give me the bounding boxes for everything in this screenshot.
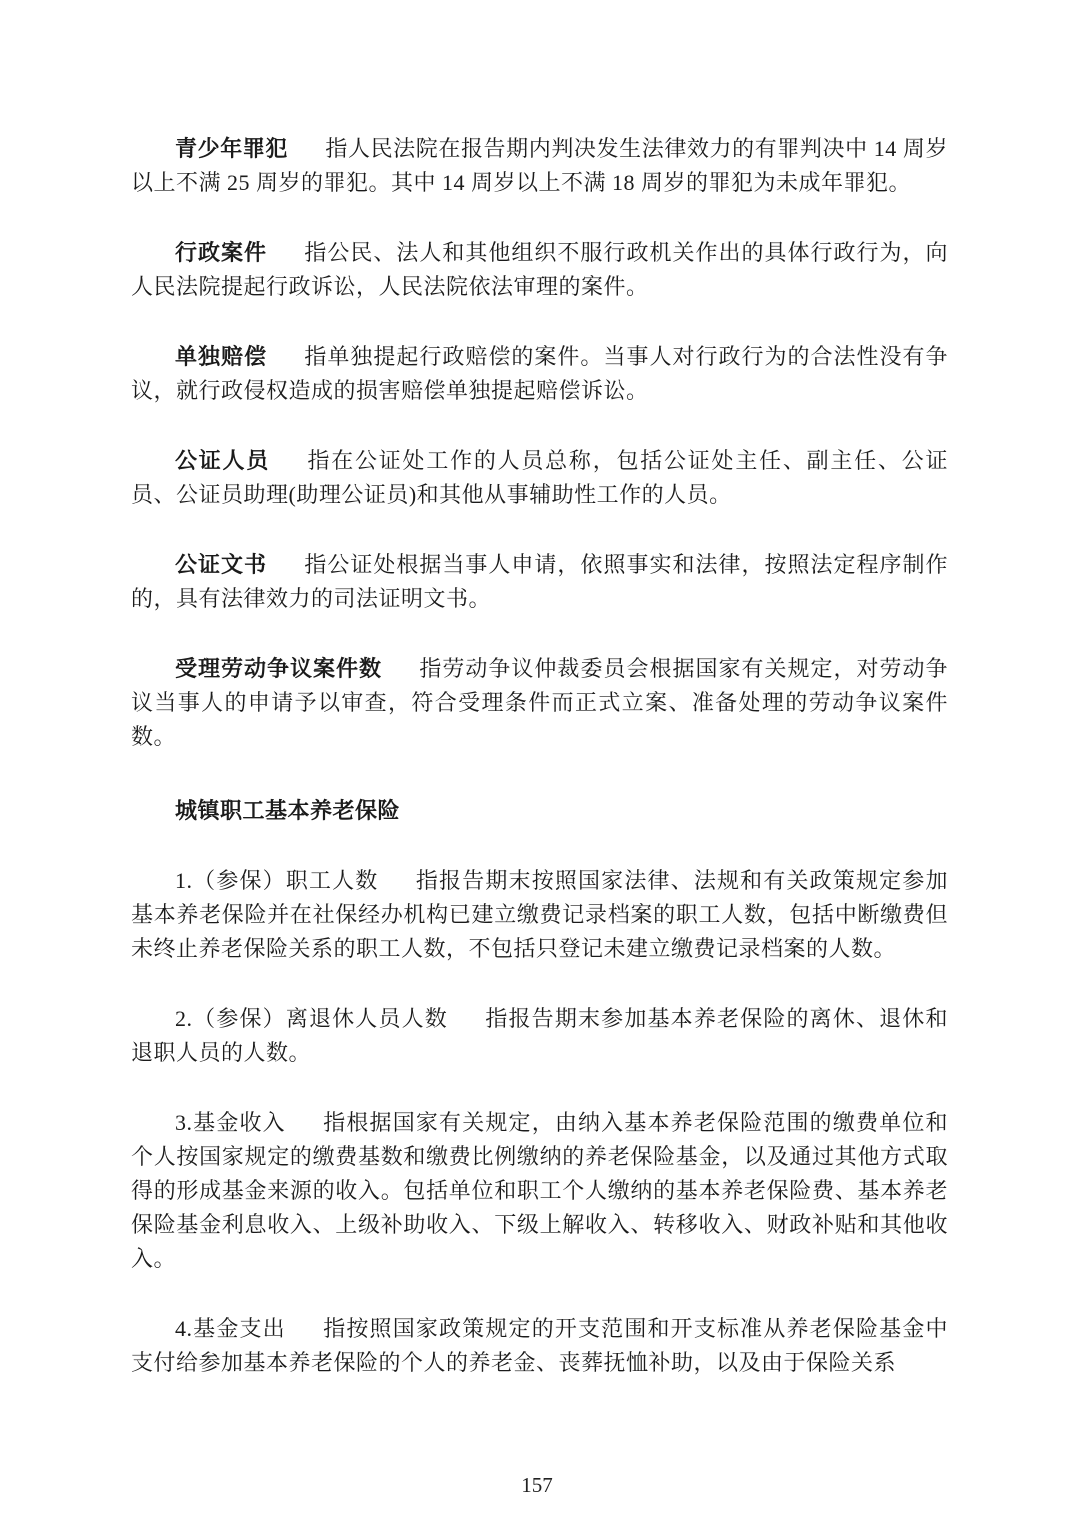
pension-item-fund-expenditure <box>131 1312 948 1380</box>
pension-item-insured-employees <box>131 864 948 966</box>
entry-definition: 指人民法院在报告期内判决发生法律效力的有罪判决中 14 周岁以上不满 25 周岁的罪犯。其中 14 周岁以上不满 18 周岁的罪犯为未成年罪犯。 <box>131 136 948 195</box>
pension-item-insured-retirees <box>131 1002 948 1070</box>
entry-definition: 指在公证处工作的人员总称，包括公证处主任、副主任、公证员、公证员助理(助理公证员)和其他从事辅助性工作的人员。 <box>131 448 948 507</box>
entry-definition: 指报告期末参加基本养老保险的离休、退休和退职人员的人数。 <box>131 1006 948 1065</box>
page-footer <box>0 1470 1074 1500</box>
glossary-entry-notarial-documents <box>131 548 948 616</box>
glossary-entry-notary-personnel <box>131 444 948 512</box>
entry-term: 青少年罪犯 <box>175 136 288 161</box>
entry-term: 公证人员 <box>175 448 271 473</box>
pension-item-fund-revenue <box>131 1106 948 1276</box>
entry-term: 1.（参保）职工人数 <box>175 868 379 893</box>
entry-term: 行政案件 <box>175 240 268 265</box>
entry-definition: 指公证处根据当事人申请，依照事实和法律，按照法定程序制作的，具有法律效力的司法证明文书。 <box>131 552 948 611</box>
entry-definition: 指公民、法人和其他组织不服行政机关作出的具体行政行为，向人民法院提起行政诉讼，人民法院依法审理的案件。 <box>131 240 948 299</box>
entry-term: 公证文书 <box>175 552 268 577</box>
entry-definition: 指单独提起行政赔偿的案件。当事人对行政行为的合法性没有争议，就行政侵权造成的损害赔偿单独提起赔偿诉讼。 <box>131 344 948 403</box>
glossary-content <box>131 132 948 1380</box>
entry-definition: 指根据国家有关规定，由纳入基本养老保险范围的缴费单位和个人按国家规定的缴费基数和缴费比例缴纳的养老保险基金，以及通过其他方式取得的形成基金来源的收入。包括单位和职工个人缴纳的基本养老保险费、基本养老保险基金利息收入、上级补助收入、下级上解收入、转移收入、财政补贴和其他收入。 <box>131 1110 948 1271</box>
entry-term: 3.基金收入 <box>175 1110 286 1135</box>
section-subheading-pension-insurance: 城镇职工基本养老保险 <box>175 798 401 823</box>
glossary-entry-separate-compensation <box>131 340 948 408</box>
entry-definition: 指按照国家政策规定的开支范围和开支标准从养老保险基金中支付给参加基本养老保险的个人的养老金、丧葬抚恤补助，以及由于保险关系 <box>131 1316 948 1375</box>
glossary-entry-administrative-cases <box>131 236 948 304</box>
entry-term: 4.基金支出 <box>175 1316 286 1341</box>
page-number: 157 <box>521 1473 553 1497</box>
entry-term: 2.（参保）离退休人员人数 <box>175 1006 448 1031</box>
entry-term: 单独赔偿 <box>175 344 268 369</box>
entry-term: 受理劳动争议案件数 <box>175 656 383 681</box>
entry-definition: 指报告期末按照国家法律、法规和有关政策规定参加基本养老保险并在社保经办机构已建立缴费记录档案的职工人数，包括中断缴费但未终止养老保险关系的职工人数，不包括只登记未建立缴费记录档案的人数。 <box>131 868 948 961</box>
glossary-entry-labor-dispute-cases <box>131 652 948 754</box>
glossary-entry-juvenile-offenders <box>131 132 948 200</box>
entry-definition: 指劳动争议仲裁委员会根据国家有关规定，对劳动争议当事人的申请予以审查，符合受理条件而正式立案、准备处理的劳动争议案件数。 <box>131 656 948 749</box>
